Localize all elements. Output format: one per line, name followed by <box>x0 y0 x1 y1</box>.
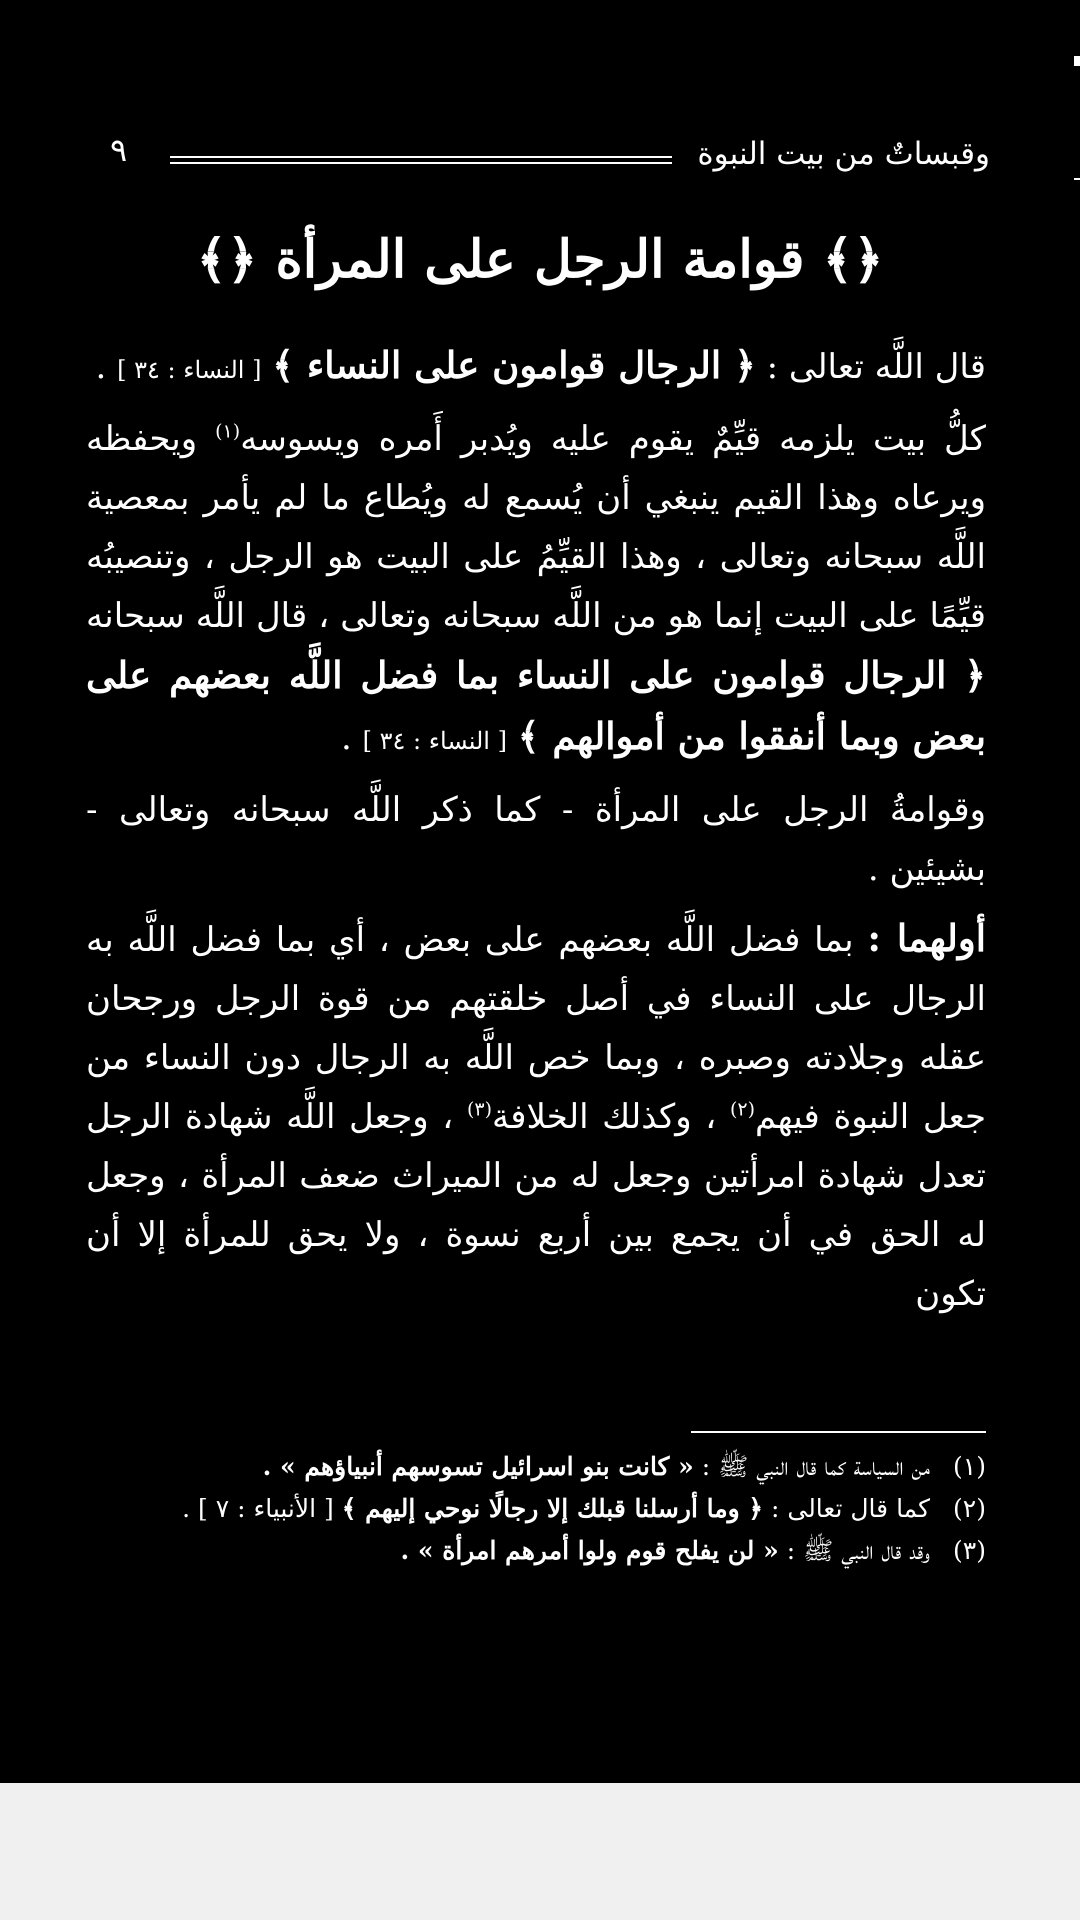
header-rule <box>170 156 672 164</box>
verse-intro: قال اللَّه تعالى : <box>766 347 986 387</box>
edge-mark <box>1074 178 1080 180</box>
paragraph <box>86 909 986 1324</box>
punctuation: . <box>340 718 352 758</box>
paragraph <box>86 336 986 400</box>
verse-citation: [ النساء : ٣٤ ] <box>117 356 262 384</box>
footnote-ref: (١) <box>215 420 241 443</box>
body-text <box>86 336 986 1334</box>
footnote-number: (٢) <box>953 1494 986 1523</box>
quran-quote: ﴿ الرجال قوامون على النساء بما فضل اللَّه بعضهم على بعض وبما أنفقوا من أموالهم ﴾ <box>86 653 986 758</box>
page-number: ٩ <box>110 131 128 169</box>
footnote-text: وقد قال النبي ﷺ : <box>786 1536 931 1565</box>
quran-quote: ﴿ الرجال قوامون على النساء ﴾ <box>272 343 756 387</box>
footnote <box>86 1488 986 1530</box>
verse-citation: [ الأنبياء : ٧ ] . <box>182 1494 334 1523</box>
paragraph-text: ، وجعل اللَّه شهادة الرجل تعدل شهادة امرأتين وجعل له من الميراث ضعف المرأة ، وجعل له الحق في أن يجمع بين أربع نسوة ، ولا يحق للمرأة إلا أن تكون <box>86 1097 986 1314</box>
edge-mark <box>1074 56 1080 66</box>
footnote-ref: (٢) <box>729 1098 755 1121</box>
paragraph-text: بما فضل اللَّه بعضهم على بعض ، أي بما فضل اللَّه به الرجال على النساء في أصل خلقتهم من قوة الرجل ورجحان عقله وجلادته وصبره ، وبما خص اللَّه به الرجال دون النساء من جعل النبوة فيهم <box>86 920 986 1137</box>
footnote-rule <box>691 1431 986 1433</box>
footnote-ref: (٣) <box>466 1098 492 1121</box>
hadith-quote: « لن يفلح قوم ولوا أمرهم امرأة » . <box>400 1536 779 1565</box>
footnote-number: (٣) <box>953 1536 986 1565</box>
footnotes <box>86 1446 986 1572</box>
verse-citation: [ النساء : ٣٤ ] <box>362 727 507 755</box>
punctuation: . <box>95 347 107 387</box>
paragraph <box>86 410 986 771</box>
footnote-text: من السياسة كما قال النبي ﷺ : <box>701 1452 931 1481</box>
page-header <box>100 126 990 186</box>
paragraph-text: ، وكذلك الخلافة <box>492 1097 717 1137</box>
chapter-title: ﴿﴾ قوامة الرجل على المرأة ﴿﴾ <box>196 229 884 290</box>
paragraph-text: ويحفظه ويرعاه وهذا القيم ينبغي أن يُسمع له ويُطاع ما لم يأمر بمعصية اللَّه سبحانه وتعالى ، وهذا القيِّمُ على البيت هو الرجل ، وتنصيبُه قيِّمًا على البيت إنما هو من اللَّه سبحانه وتعالى ، قال اللَّه سبحانه <box>86 419 986 636</box>
running-title: وقبساتٌ من بيت النبوة <box>697 136 990 172</box>
quran-quote: ﴿ وما أرسلنا قبلك إلا رجالًا نوحي إليهم ﴾ <box>341 1494 764 1523</box>
paragraph-text: كلُّ بيت يلزمه قيِّمٌ يقوم عليه ويُدبر أَمره ويسوسه <box>240 419 986 459</box>
footnote <box>86 1446 986 1488</box>
footnote-number: (١) <box>953 1452 986 1481</box>
paragraph-text: وقوامةُ الرجل على المرأة - كما ذكر اللَّه سبحانه وتعالى - بشيئين . <box>86 790 986 889</box>
paragraph <box>86 781 986 899</box>
hadith-quote: « كانت بنو اسرائيل تسوسهم أنبياؤهم » . <box>262 1452 694 1481</box>
footnote-text: كما قال تعالى : <box>770 1494 931 1523</box>
footnote <box>86 1530 986 1572</box>
paragraph-lead: أولهما : <box>867 916 987 960</box>
